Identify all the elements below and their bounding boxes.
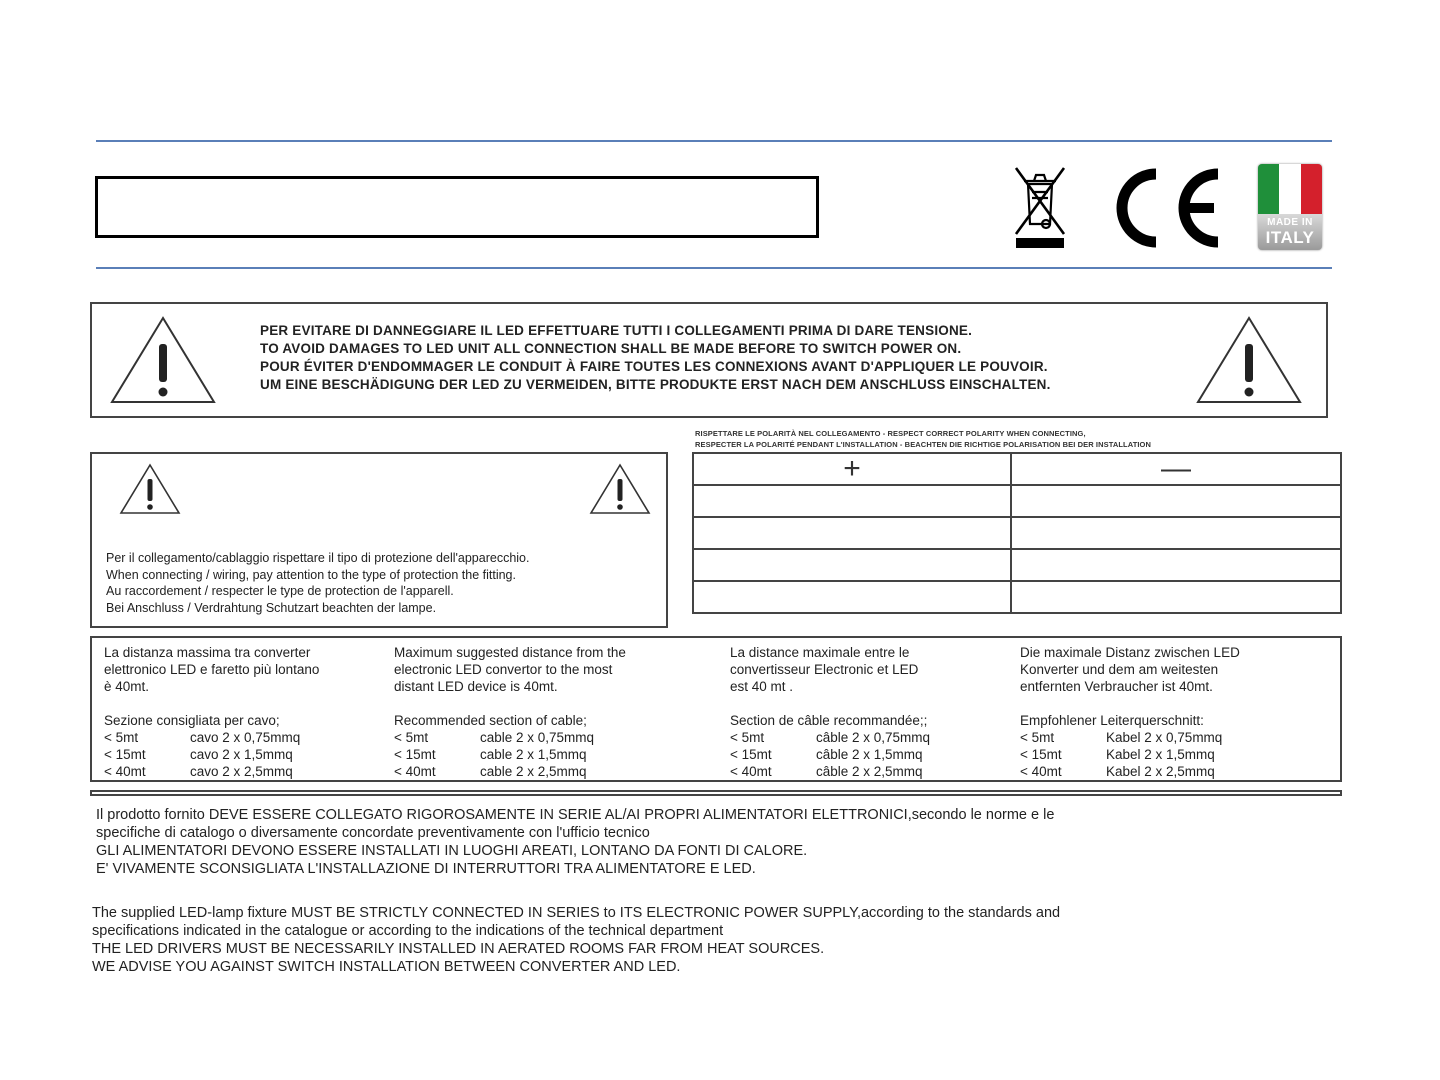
table-row [693, 581, 1341, 613]
cable-distance-box [90, 636, 1342, 782]
negative-header [1011, 453, 1341, 485]
weee-bin-icon [1010, 164, 1070, 250]
distance-column-fr: La distance maximale entre le convertisseur Electronic et LED est 40 mt . Section de câble recommandée;; < 5mt câble 2 x 0,75mmq < 15mt câble 2 x 1,5mmq < 40mt câble 2 x 2,5mmq [730, 645, 931, 779]
made-in-label: MADE IN [1267, 217, 1313, 228]
distance-column-en: Maximum suggested distance from the electronic LED convertor to the most distant LED device is 40mt. Recommended section of cable; < 5mt cable 2 x 0,75mmq < 15mt cable 2 x 1,5mmq < 40mt cable 2 x 2,5mmq [394, 645, 626, 779]
distance-column-de: Die maximale Distanz zwischen LED Konverter und dem am weitesten entfernten Verbraucher ist 40mt. Empfohlener Leiterquerschnitt: < 5mt Kabel 2 x 0,75mmq < 15mt Kabel 2 x 1,5mmq < 40mt Kabel 2 x 2,5mmq [1020, 645, 1240, 779]
table-row [693, 485, 1341, 517]
warning-triangle-icon [118, 462, 182, 516]
minus-icon: — [1161, 452, 1191, 485]
section-separator [90, 790, 1342, 796]
product-code [98, 179, 816, 211]
italy-flag-icon [1258, 164, 1322, 214]
warning-triangle-icon [588, 462, 652, 516]
made-in-italy-badge [1258, 164, 1322, 250]
positive-header [693, 453, 1011, 485]
polarity-heading: RISPETTARE LE POLARITÀ NEL COLLEGAMENTO - RESPECT CORRECT POLARITY WHEN CONNECTING, RESPECTER LA POLARITÉ PENDANT L'INSTALLATION - BEACHTEN DIE RICHTIGE POLARISATION BEI DER INSTALLATION [695, 429, 1152, 449]
distance-column-it: La distanza massima tra converter elettronico LED e faretto più lontano è 40mt. Sezione consigliata per cavo; < 5mt cavo 2 x 0,75mmq < 15mt cavo 2 x 1,5mmq < 40mt cavo 2 x 2,5mmq [104, 645, 320, 779]
plus-icon: + [843, 452, 861, 485]
warning-triangle-icon [1194, 314, 1304, 406]
power-warning-box [90, 302, 1328, 418]
table-row [693, 549, 1341, 581]
bottom-divider [96, 267, 1332, 269]
warning-triangle-icon [108, 314, 218, 406]
power-warning-text: PER EVITARE DI DANNEGGIARE IL LED EFFETTUARE TUTTI I COLLEGAMENTI PRIMA DI DARE TENSIONE. TO AVOID DAMAGES TO LED UNIT ALL CONNECTION SHALL BE MADE BEFORE TO SWITCH POWER ON. POUR ÉVITER D'ENDOMMAGER LE CONDUIT À FAIRE TOUTES LES CONNEXIONS AVANT D'APPLIQUER LE POUVOIR. UM EINE BESCHÄDIGUNG DER LED ZU VERMEIDEN, BITTE PRODUKTE ERST NACH DEM ANSCHLUSS EINSCHALTEN. [260, 323, 1051, 392]
installation-notes-en: The supplied LED-lamp fixture MUST BE STRICTLY CONNECTED IN SERIES to ITS ELECTRONIC POWER SUPPLY,according to the standards and specifications indicated in the catalogue or according to the indications of the technical department THE LED DRIVERS MUST BE NECESSARILY INSTALLED IN AERATED ROOMS FAR FROM HEAT SOURCES. WE ADVISE YOU AGAINST SWITCH INSTALLATION BETWEEN CONVERTER AND LED. [92, 905, 1061, 975]
ce-mark-text: CE [1108, 166, 1110, 167]
protection-warning-text: Per il collegamento/cablaggio rispettare il tipo di protezione dell'apparecchio. When connecting / wiring, pay attention to the type of protection the fitting. Au raccordement / respecter le type de protection de l'apparell. Bei Anschluss / Verdrahtung Schutzart beachten der lampe. [106, 551, 530, 615]
product-code-box [95, 176, 819, 238]
table-row [693, 517, 1341, 549]
table-row [693, 453, 1341, 485]
installation-notes-it: Il prodotto fornito DEVE ESSERE COLLEGATO RIGOROSAMENTE IN SERIE AL/AI PROPRI ALIMENTATORI ELETTRONICI,secondo le norme e le specifiche di catalogo o diversamente concordate preventivamente con l'ufficio tecnico GLI ALIMENTATORI DEVONO ESSERE INSTALLATI IN LUOGHI AREATI, LONTANO DA FONTI DI CALORE. E' VIVAMENTE SCONSIGLIATA L'INSTALLAZIONE DI INTERRUTTORI TRA ALIMENTATORE E LED. [96, 807, 1055, 877]
ce-mark-icon [1108, 166, 1224, 250]
protection-warning-box [90, 452, 668, 628]
polarity-table [692, 452, 1342, 614]
top-divider [96, 140, 1332, 142]
country-label: ITALY [1265, 228, 1315, 247]
